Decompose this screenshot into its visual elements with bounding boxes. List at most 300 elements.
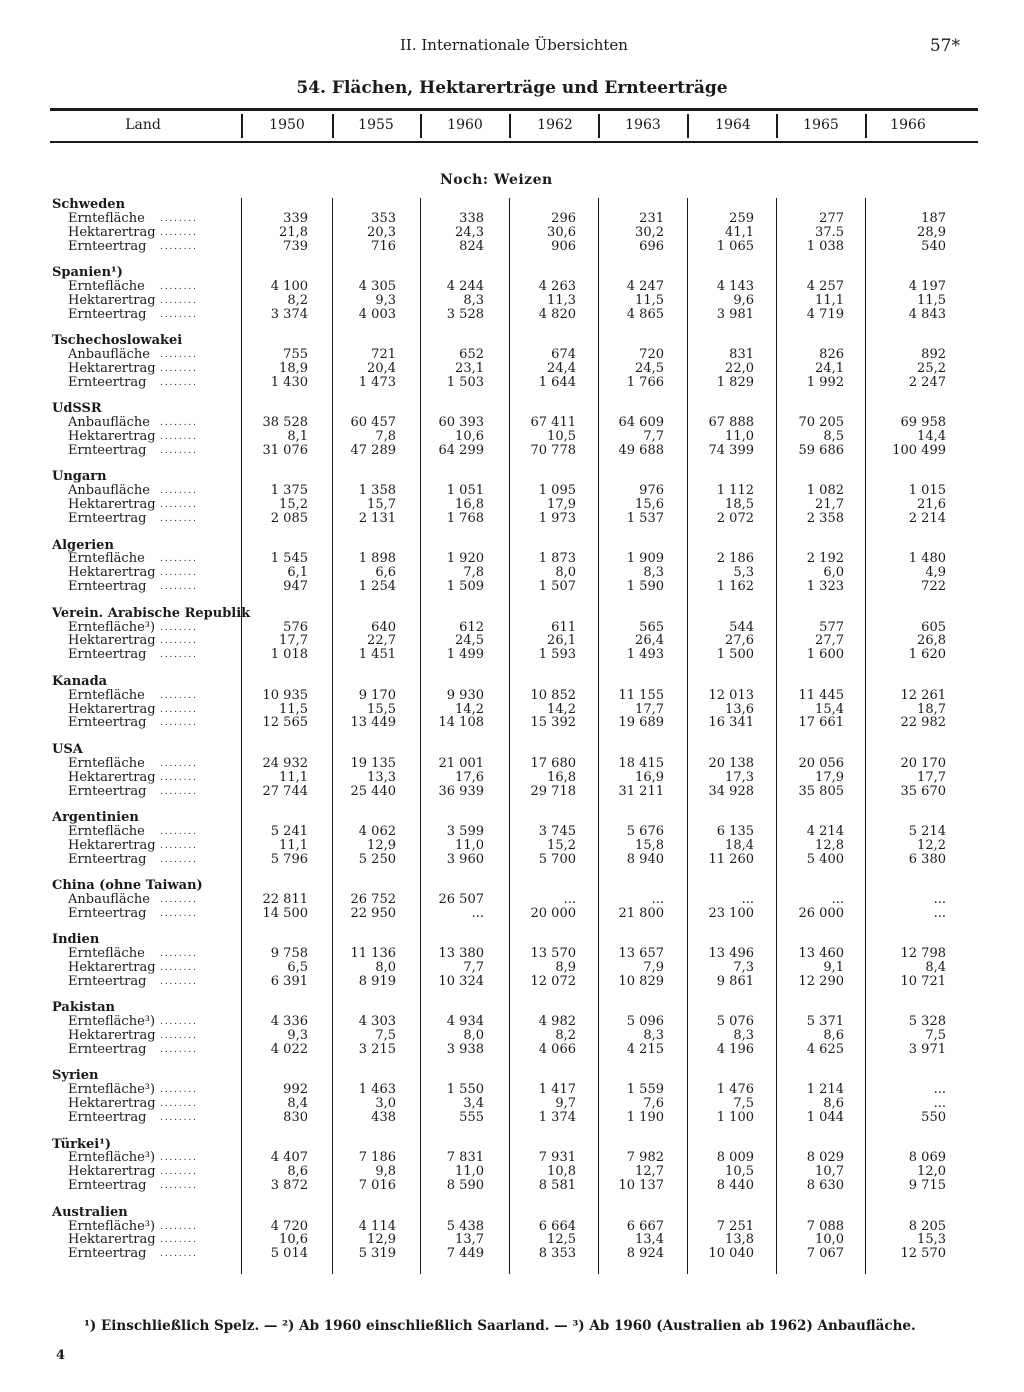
table-cell: 652 [459,347,484,363]
row-label: Ernteertrag [68,1246,147,1262]
leader-dots: . . . . . . . . [160,514,196,525]
table-cell: 5 319 [358,1246,396,1262]
table-cell: 4 247 [626,279,664,294]
table-cell: 12 013 [708,687,754,703]
table-cell: 15,5 [367,701,396,717]
table-cell: 1 559 [626,1082,664,1098]
table-cell: 17,3 [725,769,754,785]
row-label: Erntefläche³) [68,1218,156,1234]
row-label: Erntefläche [68,210,145,226]
table-cell: 8,6 [823,1096,844,1112]
table-cell: 9 758 [270,946,308,962]
table-cell: 24,5 [635,361,664,376]
table-cell: 37.5 [815,224,844,240]
table-cell: ... [741,891,754,907]
country-name: China (ohne Taiwan) [52,878,203,893]
table-cell: 6 391 [270,973,308,989]
row-label: Hektarertrag [68,1164,156,1180]
table-cell: 8,3 [463,292,484,308]
table-cell: 4 100 [270,279,308,294]
row-label: Ernteertrag [68,306,147,322]
header-separator [332,114,334,138]
table-cell: 11 445 [798,687,844,703]
table-cell: 5 096 [626,1014,664,1030]
table-cell: 906 [551,238,576,254]
table-cell: 2 085 [270,511,308,527]
row-label: Hektarertrag [68,565,156,581]
table-cell: 4 719 [806,306,844,322]
row-label: Hektarertrag [68,224,156,240]
leader-dots: . . . . . . . . [160,486,196,497]
table-cell: 4 143 [716,279,754,294]
row-label: Ernteertrag [68,647,147,663]
table-cell: 4 305 [358,279,396,294]
table-cell: 36 939 [438,783,484,799]
table-cell: 1 480 [908,551,946,567]
row-label: Erntefläche³) [68,619,156,635]
leader-dots: . . . . . . . . [160,908,196,919]
table-cell: 13 570 [530,946,576,962]
table-cell: 28,9 [917,224,946,240]
country-name: Ungarn [52,469,107,485]
table-cell: 11 136 [350,946,396,962]
table-cell: 12 570 [900,1246,946,1262]
leader-dots: . . . . . . . . [160,432,196,443]
table-cell: 8,0 [555,565,576,581]
leader-dots: . . . . . . . . [160,227,196,238]
table-cell: 8,1 [287,429,308,445]
country-name: Syrien [52,1068,99,1084]
table-cell: 1 065 [716,238,754,254]
table-cell: 7 931 [538,1150,576,1166]
table-cell: 296 [551,210,576,226]
row-label: Erntefläche [68,551,145,567]
table-cell: 8 581 [538,1178,576,1194]
table-cell: 6 664 [538,1218,576,1234]
leader-dots: . . . . . . . . [160,772,196,783]
table-cell: 11,3 [547,292,576,308]
table-cell: 1 620 [908,647,946,663]
table-cell: 12,2 [917,837,946,853]
table-cell: 1 507 [538,579,576,595]
row-label: Erntefläche³) [68,1082,156,1098]
table-cell: 5 014 [270,1246,308,1262]
leader-dots: . . . . . . . . [160,582,196,593]
table-cell: 12 290 [798,973,844,989]
section-label: Noch: Weizen [440,172,553,188]
table-cell: 1 909 [626,551,664,567]
table-cell: 9,8 [375,1164,396,1180]
table-cell: 6,0 [823,565,844,581]
table-cell: 22 811 [262,891,308,907]
table-cell: 1 500 [716,647,754,663]
table-cell: 7 831 [446,1150,484,1166]
table-cell: 17,6 [455,769,484,785]
table-cell: 8 353 [538,1246,576,1262]
table-cell: 4 244 [446,279,484,294]
table-cell: 29 718 [530,783,576,799]
table-cell: 7 449 [446,1246,484,1262]
leader-dots: . . . . . . . . [160,650,196,661]
table-cell: 1 766 [626,374,664,390]
row-label: Erntefläche [68,755,145,771]
table-cell: 4 022 [270,1042,308,1057]
row-label: Hektarertrag [68,837,156,853]
row-label: Hektarertrag [68,497,156,513]
table-cell: 1 323 [806,579,844,595]
table-cell: 4 407 [270,1150,308,1166]
table-cell: 1 082 [806,483,844,499]
table-cell: 15,6 [635,497,664,513]
table-cell: 10 040 [708,1246,754,1262]
table-cell: 11,0 [725,429,754,445]
table-cell: 21,7 [815,497,844,513]
row-label: Ernteertrag [68,443,147,458]
table-cell: 8 924 [626,1246,664,1262]
table-cell: 18,4 [725,837,754,853]
table-cell: 11 260 [708,851,754,867]
table-cell: 10,0 [815,1232,844,1248]
table-cell: 21 800 [618,905,664,921]
table-cell: 4 066 [538,1042,576,1057]
table-cell: 23 100 [708,905,754,921]
table-cell: 8 205 [908,1218,946,1234]
table-cell: 5 371 [806,1014,844,1030]
leader-dots: . . . . . . . . [160,840,196,851]
table-top-rule [50,108,978,111]
table-cell: 10,5 [725,1164,754,1180]
table-cell: 1 463 [358,1082,396,1098]
table-cell: ... [563,891,576,907]
table-cell: 277 [819,210,844,226]
table-cell: ... [933,1096,946,1112]
table-cell: 12 072 [530,973,576,989]
table-cell: 830 [283,1110,308,1126]
table-cell: 13 380 [438,946,484,962]
table-cell: 13,3 [367,769,396,785]
table-cell: ... [933,1082,946,1098]
table-cell: 755 [283,347,308,363]
column-header: 1950 [269,117,305,133]
column-header: 1963 [625,117,661,133]
column-header: 1966 [890,117,926,133]
table-cell: 1 051 [446,483,484,499]
table-cell: 1 550 [446,1082,484,1098]
table-cell: 576 [283,619,308,635]
table-cell: 3 215 [358,1042,396,1057]
table-cell: 8,4 [925,960,946,975]
table-cell: 5 241 [270,823,308,839]
row-label: Ernteertrag [68,973,147,989]
table-cell: 8 009 [716,1150,754,1166]
leader-dots: . . . . . . . . [160,1031,196,1042]
table-cell: 27 744 [262,783,308,799]
table-cell: 12,9 [367,837,396,853]
table-cell: 13,7 [455,1232,484,1248]
country-name: Tschechoslowakei [52,333,183,349]
row-label: Hektarertrag [68,960,156,975]
table-cell: 11,1 [815,292,844,308]
table-cell: ... [831,891,844,907]
table-cell: 2 131 [358,511,396,527]
table-cell: 5 214 [908,823,946,839]
table-cell: 11 155 [618,687,664,703]
table-cell: 19 135 [350,755,396,771]
table-cell: 9 715 [908,1178,946,1194]
table-cell: 11,5 [635,292,664,308]
table-cell: 8,3 [643,1028,664,1044]
table-cell: ... [471,905,484,921]
leader-dots: . . . . . . . . [160,1099,196,1110]
table-cell: 9 930 [446,687,484,703]
table-cell: 976 [639,483,664,499]
table-cell: 18,5 [725,497,754,513]
table-cell: 544 [729,619,754,635]
table-cell: 2 214 [908,511,946,527]
table-cell: 7 088 [806,1218,844,1234]
table-cell: 18 415 [618,755,664,771]
table-cell: 14,4 [917,429,946,445]
table-cell: 11,0 [455,1164,484,1180]
table-cell: 8,0 [463,1028,484,1044]
table-cell: 24,4 [547,361,576,376]
table-cell: 1 044 [806,1110,844,1126]
table-cell: 26,4 [635,633,664,649]
table-cell: 438 [371,1110,396,1126]
table-cell: 6,5 [287,960,308,975]
row-label: Erntefläche [68,823,145,839]
table-cell: 60 393 [438,415,484,431]
table-cell: 35 805 [798,783,844,799]
leader-dots: . . . . . . . . [160,554,196,565]
column-header: 1962 [537,117,573,133]
table-cell: 16,8 [547,769,576,785]
table-cell: 3 971 [908,1042,946,1057]
table-cell: 17,9 [547,497,576,513]
row-label: Anbaufläche [68,483,150,499]
table-cell: 12,0 [917,1164,946,1180]
table-cell: 26 752 [350,891,396,907]
table-cell: 8 590 [446,1178,484,1194]
table-cell: 947 [283,579,308,595]
table-cell: 640 [371,619,396,635]
country-name: Pakistan [52,1000,115,1016]
table-cell: 8 029 [806,1150,844,1166]
table-cell: 34 928 [708,783,754,799]
table-cell: 4 062 [358,823,396,839]
row-label: Hektarertrag [68,361,156,376]
page-footer-mark: 4 [56,1348,66,1363]
table-cell: 12 261 [900,687,946,703]
table-cell: 7,5 [925,1028,946,1044]
table-cell: 67 411 [530,415,576,431]
table-cell: 26 000 [798,905,844,921]
row-label: Ernteertrag [68,374,147,390]
table-cell: 1 590 [626,579,664,595]
column-header: Land [125,117,161,133]
table-cell: 1 018 [270,647,308,663]
table-cell: 4 214 [806,823,844,839]
table-cell: 338 [459,210,484,226]
table-cell: 7,3 [733,960,754,975]
row-label: Erntefläche [68,687,145,703]
table-cell: 10,5 [547,429,576,445]
row-label: Ernteertrag [68,579,147,595]
table-cell: 8,3 [733,1028,754,1044]
table-cell: 21,6 [917,497,946,513]
table-cell: 10,8 [547,1164,576,1180]
table-cell: 1 374 [538,1110,576,1126]
table-cell: 7,5 [375,1028,396,1044]
table-cell: 565 [639,619,664,635]
table-cell: 1 162 [716,579,754,595]
row-label: Ernteertrag [68,905,147,921]
table-cell: 20,4 [367,361,396,376]
table-cell: 9,1 [823,960,844,975]
table-cell: 7 067 [806,1246,844,1262]
table-cell: 1 873 [538,551,576,567]
leader-dots: . . . . . . . . [160,568,196,579]
leader-dots: . . . . . . . . [160,1167,196,1178]
table-cell: 5 400 [806,851,844,867]
leader-dots: . . . . . . . . [160,1221,196,1232]
table-cell: 21 001 [438,755,484,771]
leader-dots: . . . . . . . . [160,1085,196,1096]
table-cell: 1 992 [806,374,844,390]
column-header: 1965 [803,117,839,133]
table-cell: 4 003 [358,306,396,322]
leader-dots: . . . . . . . . [160,854,196,865]
table-cell: 13,6 [725,701,754,717]
table-cell: 1 973 [538,511,576,527]
table-cell: 7 186 [358,1150,396,1166]
table-cell: 8,6 [823,1028,844,1044]
leader-dots: . . . . . . . . [160,1113,196,1124]
leader-dots: . . . . . . . . [160,1153,196,1164]
table-cell: 10,6 [455,429,484,445]
table-cell: 8 919 [358,973,396,989]
table-cell: 6,1 [287,565,308,581]
table-cell: 15,3 [917,1232,946,1248]
table-cell: 8 440 [716,1178,754,1194]
table-cell: 12,8 [815,837,844,853]
row-label: Hektarertrag [68,701,156,717]
table-cell: 7,6 [643,1096,664,1112]
table-cell: 4 820 [538,306,576,322]
table-cell: 70 205 [798,415,844,431]
table-cell: 14,2 [455,701,484,717]
leader-dots: . . . . . . . . [160,963,196,973]
table-cell: 1 254 [358,579,396,595]
table-cell: 4 303 [358,1014,396,1030]
table-cell: 1 375 [270,483,308,499]
table-cell: 69 958 [900,415,946,431]
table-cell: 605 [921,619,946,635]
table-cell: 540 [921,238,946,254]
table-cell: 720 [639,347,664,363]
table-cell: 1 509 [446,579,484,595]
row-label: Hektarertrag [68,1096,156,1112]
table-cell: 5 676 [626,823,664,839]
leader-dots: . . . . . . . . [160,446,196,456]
table-cell: 18,7 [917,701,946,717]
leader-dots: . . . . . . . . [160,636,196,647]
leader-dots: . . . . . . . . [160,282,196,292]
table-cell: 20 138 [708,755,754,771]
table-cell: 67 888 [708,415,754,431]
table-cell: 24,5 [455,633,484,649]
table-cell: 1 898 [358,551,396,567]
table-cell: 5,3 [733,565,754,581]
table-cell: 8 630 [806,1178,844,1194]
table-cell: 9 861 [716,973,754,989]
table-cell: 10,6 [279,1232,308,1248]
row-label: Hektarertrag [68,1232,156,1248]
table-cell: 2 186 [716,551,754,567]
row-label: Anbaufläche [68,347,150,363]
table-cell: 1 214 [806,1082,844,1098]
table-cell: 1 112 [716,483,754,499]
country-name: USA [52,741,83,757]
table-cell: 721 [371,347,396,363]
table-cell: 10 829 [618,973,664,989]
table-cell: 4 336 [270,1014,308,1030]
table-cell: 12,5 [547,1232,576,1248]
table-cell: 1 600 [806,647,844,663]
table-cell: 6 667 [626,1218,664,1234]
table-cell: 8,2 [555,1028,576,1044]
table-cell: 1 829 [716,374,754,390]
header-separator [420,114,422,138]
header-separator [776,114,778,138]
table-cell: 21,8 [279,224,308,240]
row-label: Ernteertrag [68,1178,147,1194]
table-cell: 13 460 [798,946,844,962]
leader-dots: . . . . . . . . [160,418,196,429]
table-cell: 8,4 [287,1096,308,1112]
table-cell: 9,3 [375,292,396,308]
table-cell: 59 686 [798,443,844,458]
table-cell: 353 [371,210,396,226]
leader-dots: . . . . . . . . [160,704,196,715]
table-cell: 7 251 [716,1218,754,1234]
table-cell: 1 015 [908,483,946,499]
table-cell: 9,6 [733,292,754,308]
column-header: 1960 [447,117,483,133]
table-cell: 17,9 [815,769,844,785]
table-cell: 826 [819,347,844,363]
table-cell: 17,7 [279,633,308,649]
table-cell: 11,0 [455,837,484,853]
country-name: Australien [52,1204,128,1220]
table-cell: 674 [551,347,576,363]
table-cell: 26,1 [547,633,576,649]
table-cell: 12 798 [900,946,946,962]
table-cell: 4 625 [806,1042,844,1057]
table-cell: 16,9 [635,769,664,785]
leader-dots: . . . . . . . . [160,377,196,388]
footnote: ¹) Einschließlich Spelz. — ²) Ab 1960 einschließlich Saarland. — ³) Ab 1960 (Australien ab 1962) Anbaufläche. [84,1318,916,1334]
section-heading: II. Internationale Übersichten [400,36,628,54]
table-cell: 1 038 [806,238,844,254]
table-cell: 3 960 [446,851,484,867]
table-cell: 70 778 [530,443,576,458]
table-cell: 4 114 [358,1218,396,1234]
table-cell: 13,8 [725,1232,754,1248]
row-label: Ernteertrag [68,238,147,254]
leader-dots: . . . . . . . . [160,949,196,960]
table-cell: 15,2 [279,497,308,513]
